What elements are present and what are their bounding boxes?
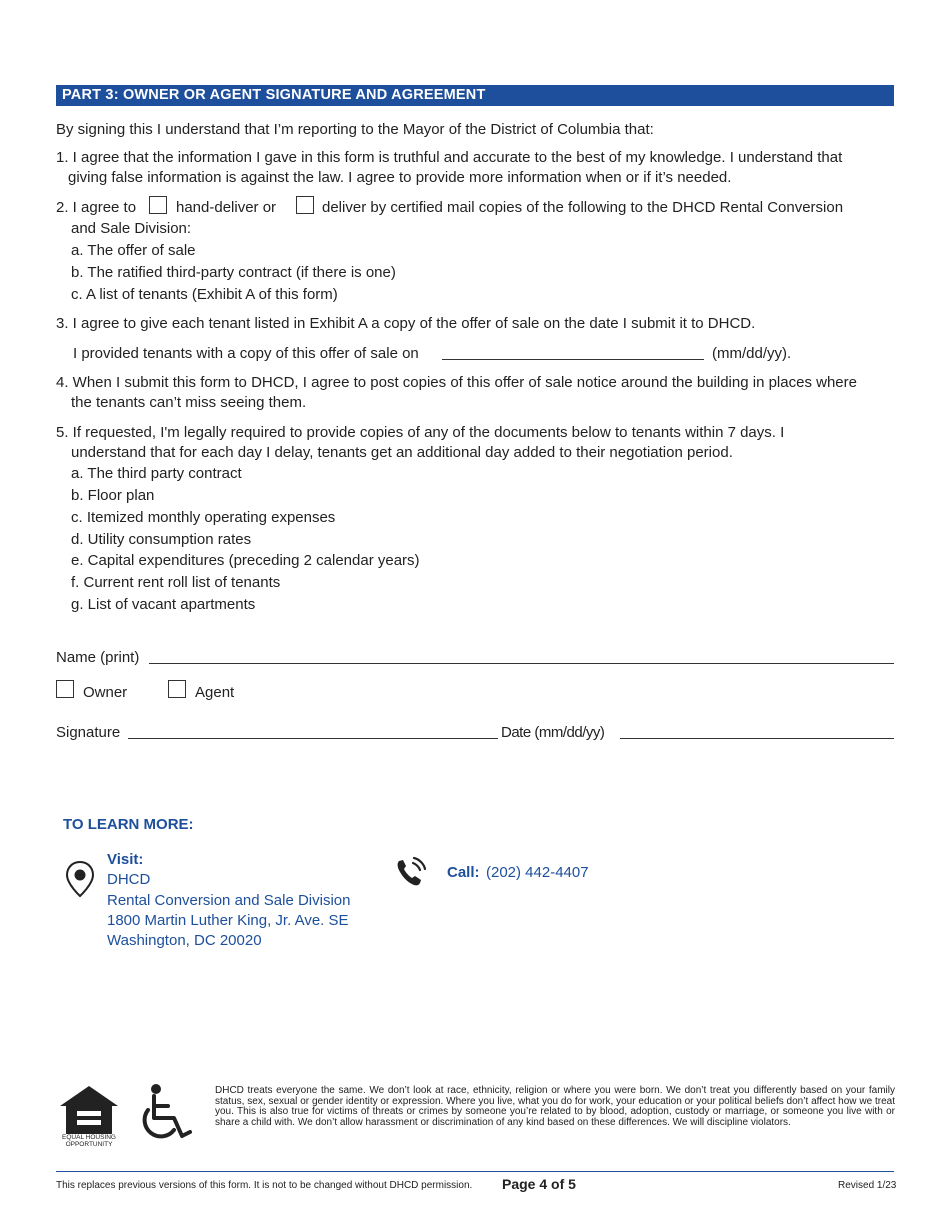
item5-sub-g: g. List of vacant apartments	[71, 596, 256, 613]
owner-checkbox[interactable]	[56, 680, 74, 698]
item5-sub-b: b. Floor plan	[71, 487, 155, 504]
section-header	[56, 85, 894, 106]
item5-sub-d: d. Utility consumption rates	[71, 531, 252, 548]
agent-checkbox[interactable]	[168, 680, 186, 698]
item3-line1: 3. I agree to give each tenant listed in Exhibit A a copy of the offer of sale on the date I submit it to DHCD.	[56, 315, 756, 332]
section-title: PART 3: OWNER OR AGENT SIGNATURE AND AGREEMENT	[62, 87, 486, 103]
item2-sub-b: b. The ratified third-party contract (if there is one)	[71, 264, 396, 281]
item5-sub-c: c. Itemized monthly operating expenses	[71, 509, 336, 526]
hand-deliver-label: hand-deliver or	[176, 199, 277, 216]
address-line-3: 1800 Martin Luther King, Jr. Ave. SE	[107, 912, 349, 929]
item1-line2: giving false information is against the law. I agree to provide more information when or if it’s needed.	[68, 169, 732, 186]
hand-deliver-checkbox[interactable]	[149, 196, 167, 214]
sign-date-field[interactable]	[620, 738, 894, 739]
eho-line1: EQUAL HOUSING	[62, 1134, 116, 1141]
provided-date-field[interactable]	[442, 359, 704, 360]
phone-number[interactable]: (202) 442-4407	[486, 864, 589, 881]
call-label: Call:	[447, 864, 480, 881]
provided-date-hint: (mm/dd/yy).	[712, 345, 792, 362]
learn-more-heading: TO LEARN MORE:	[63, 816, 194, 833]
item2-sub-c: c. A list of tenants (Exhibit A of this form)	[71, 286, 338, 303]
item1-line1: 1. I agree that the information I gave in this form is truthful and accurate to the best of my knowledge. I understand that	[56, 149, 843, 166]
address-line-1: DHCD	[107, 871, 151, 888]
signature-field[interactable]	[128, 738, 498, 739]
address-line-4: Washington, DC 20020	[107, 932, 262, 949]
item2-prefix: 2. I agree to	[56, 199, 137, 216]
intro-text: By signing this I understand that I’m reporting to the Mayor of the District of Columbia that:	[56, 121, 654, 138]
wheelchair-icon	[134, 1082, 196, 1148]
item2-line2: and Sale Division:	[71, 220, 192, 237]
visit-label: Visit:	[107, 851, 144, 868]
name-print-label: Name (print)	[56, 649, 140, 666]
item5-line2: understand that for each day I delay, tenants get an additional day added to their negotiation period.	[71, 444, 733, 461]
item5-sub-f: f. Current rent roll list of tenants	[71, 574, 281, 591]
item4-line1: 4. When I submit this form to DHCD, I agree to post copies of this offer of sale notice around the building in places where	[56, 374, 857, 391]
certified-mail-label: deliver by certified mail copies of the following to the DHCD Rental Conversion	[322, 199, 844, 216]
location-pin-icon	[64, 860, 96, 898]
item4-line2: the tenants can’t miss seeing them.	[71, 394, 307, 411]
item2-sub-a: a. The offer of sale	[71, 242, 196, 259]
agent-label: Agent	[195, 684, 235, 701]
provided-date-label: I provided tenants with a copy of this offer of sale on	[73, 345, 419, 362]
nondiscrimination-statement: DHCD treats everyone the same. We don’t look at race, ethnicity, religion or where you were born. We don’t treat you differently based on your family status, sex, sexual or gender identity or expression. Where you live, what you do for work, your education or your political beliefs don’t affect how we treat you. This is also true for victims of threats or crimes by someone you’re related to by blood, adoption, custody or marriage, or someone you live with or share a child with. We don’t allow harassment or discrimination of any kind based on these differences. We will discipline violators.	[215, 1085, 895, 1128]
address-line-2: Rental Conversion and Sale Division	[107, 892, 351, 909]
name-print-field[interactable]	[149, 663, 894, 664]
eho-line2: OPPORTUNITY	[65, 1141, 113, 1148]
revised-date: Revised 1/23	[838, 1180, 897, 1191]
phone-icon	[394, 855, 428, 889]
certified-mail-checkbox[interactable]	[296, 196, 314, 214]
item5-sub-e: e. Capital expenditures (preceding 2 calendar years)	[71, 552, 420, 569]
footer-divider	[56, 1171, 894, 1172]
sign-date-label: Date (mm/dd/yy)	[501, 724, 605, 741]
item5-sub-a: a. The third party contract	[71, 465, 242, 482]
item5-line1: 5. If requested, I'm legally required to provide copies of any of the documents below to tenants within 7 days. I	[56, 424, 785, 441]
page-number: Page 4 of 5	[502, 1176, 576, 1192]
equal-housing-icon	[58, 1084, 120, 1148]
owner-label: Owner	[83, 684, 128, 701]
footer-notice: This replaces previous versions of this form. It is not to be changed without DHCD permission.	[56, 1180, 473, 1191]
signature-label: Signature	[56, 724, 121, 741]
